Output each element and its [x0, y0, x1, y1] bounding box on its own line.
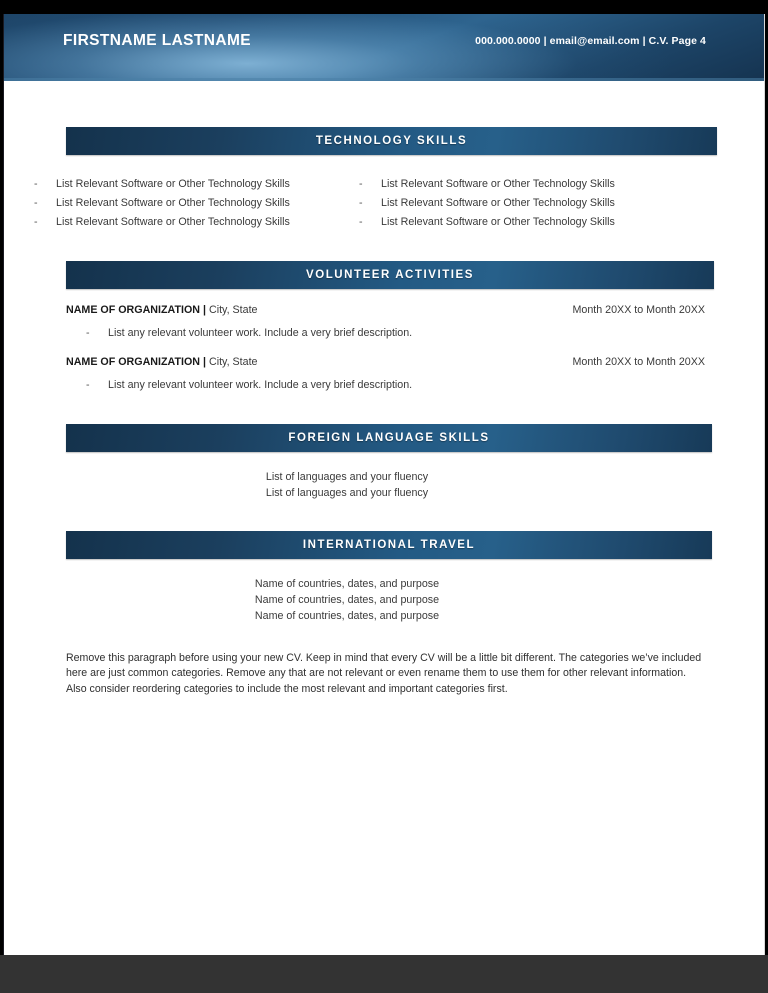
volunteer-entry [4, 355, 764, 393]
organization-location: City, State [208, 356, 258, 368]
section-title-text: FOREIGN LANGUAGE SKILLS [288, 432, 490, 444]
volunteer-description-text: List any relevant volunteer work. Include a very brief description. [108, 327, 413, 339]
list-item-label: List Relevant Software or Other Technology Skills [56, 216, 290, 228]
list-item: Name of countries, dates, and purpose [254, 578, 440, 590]
volunteer-description-text: List any relevant volunteer work. Include a very brief description. [108, 379, 413, 391]
organization-location: City, State [208, 304, 258, 316]
letterhead-banner [4, 14, 764, 83]
list-item-label: List Relevant Software or Other Technology Skills [381, 216, 615, 228]
organization-name: NAME OF ORGANIZATION [66, 356, 200, 368]
section-header-international-travel [66, 531, 712, 559]
separator-pipe: | [202, 304, 206, 316]
document-page [3, 14, 765, 955]
list-item-label: List Relevant Software or Other Technology Skills [56, 197, 290, 209]
volunteer-entry-header [4, 355, 764, 370]
volunteer-entry-dates: Month 20XX to Month 20XX [572, 356, 705, 368]
list-item [4, 214, 329, 231]
list-item [329, 176, 654, 193]
bullet-dash-icon: - [34, 178, 38, 190]
bullet-dash-icon: - [34, 197, 38, 209]
spacer-top [4, 83, 764, 127]
top-letterbox-bar [0, 0, 768, 14]
list-item: Name of countries, dates, and purpose [254, 594, 440, 606]
volunteer-entry [4, 303, 764, 341]
list-item: List of languages and your fluency [265, 471, 429, 483]
list-item-label: List Relevant Software or Other Technology Skills [56, 178, 290, 190]
bullet-dash-icon: - [86, 327, 90, 339]
organization-name: NAME OF ORGANIZATION [66, 304, 200, 316]
bullet-dash-icon: - [34, 216, 38, 228]
volunteer-entry-dates: Month 20XX to Month 20XX [572, 304, 705, 316]
list-item [4, 176, 329, 193]
volunteer-entry-header [4, 303, 764, 318]
closing-instruction-paragraph: Remove this paragraph before using your new CV. Keep in mind that every CV will be a little bit different. The categories we’ve included here are just common categories. Remove any that are not relevant or even rename them to use them for other relevant information. Also consider reordering categories to include the most relevant and important categories first. [66, 652, 702, 695]
bullet-dash-icon: - [86, 379, 90, 391]
list-item [329, 195, 654, 212]
section-header-foreign-language-skills [66, 424, 712, 452]
volunteer-entry-title-group [66, 355, 258, 370]
contact-info-line: 000.000.0000 | email@email.com | C.V. Page 4 [475, 35, 706, 47]
section-title-text: VOLUNTEER ACTIVITIES [306, 269, 474, 281]
list-item [4, 195, 329, 212]
list-item-label: List Relevant Software or Other Technology Skills [381, 197, 615, 209]
spacer [4, 231, 764, 261]
list-item [329, 214, 654, 231]
bullet-dash-icon: - [359, 197, 363, 209]
spacer [4, 393, 764, 424]
foreign-language-list [4, 469, 764, 501]
section-title-text: INTERNATIONAL TRAVEL [302, 539, 476, 551]
volunteer-entry-description [4, 377, 764, 393]
volunteer-entry-description [4, 325, 764, 341]
spacer [4, 501, 764, 531]
separator-pipe: | [202, 356, 206, 368]
section-header-volunteer-activities [66, 261, 714, 289]
bottom-toolbar-bar [0, 955, 768, 993]
list-item: Name of countries, dates, and purpose [254, 610, 440, 622]
list-item-label: List Relevant Software or Other Technology Skills [381, 178, 615, 190]
bullet-dash-icon: - [359, 216, 363, 228]
bullet-dash-icon: - [359, 178, 363, 190]
candidate-name: FIRSTNAME LASTNAME [63, 32, 252, 49]
section-title-text: TECHNOLOGY SKILLS [315, 135, 468, 147]
volunteer-entry-title-group [66, 303, 258, 318]
international-travel-list [4, 576, 764, 624]
list-item: List of languages and your fluency [265, 487, 429, 499]
section-header-technology-skills [66, 127, 717, 155]
technology-skills-grid [4, 176, 764, 231]
